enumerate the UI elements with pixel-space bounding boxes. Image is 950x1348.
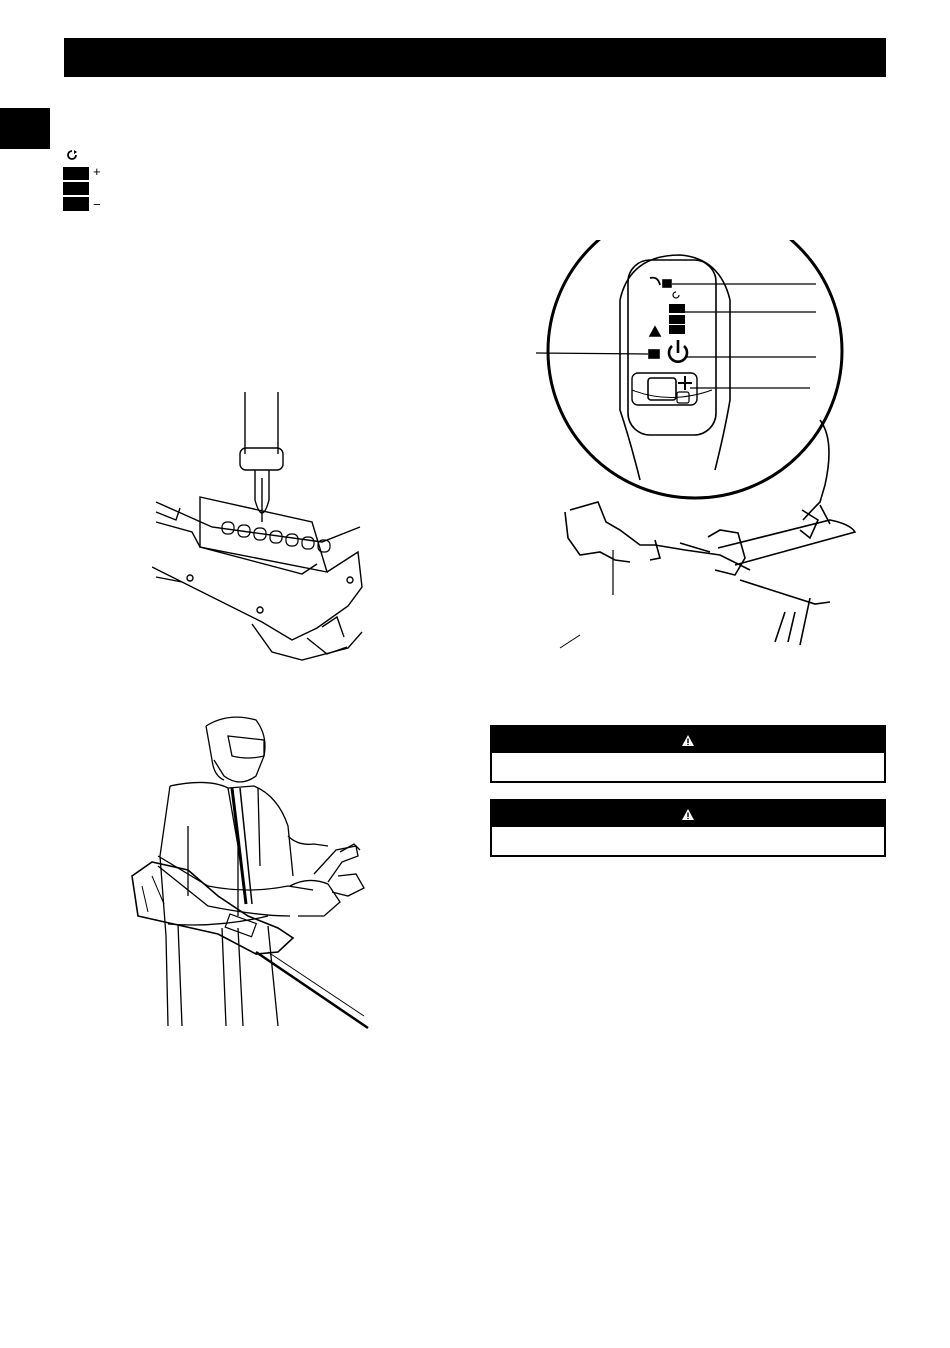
warning-header [492,727,884,753]
operator-illustration [128,716,372,1030]
pause-icon [650,278,671,287]
battery-medium-icon [63,182,89,195]
warning-header [492,801,884,827]
warning-indicator-icon [650,327,660,336]
minus-symbol: − [93,197,101,212]
reset-icon [673,292,679,298]
language-tab [0,108,50,149]
battery-low-icon [63,197,89,211]
warning-text [492,827,884,855]
warning-triangle-icon [681,808,695,821]
power-icon [669,340,687,362]
warning-box-1 [490,725,886,783]
warning-text [492,753,884,781]
indicator-legend [62,146,122,216]
battery-high-icon [63,167,89,180]
warning-triangle-icon [681,734,695,747]
control-panel-illustration [520,240,870,650]
warning-box-2 [490,799,886,857]
battery-gauge-icon [669,304,685,334]
header-bar [64,38,886,77]
reset-icon [68,150,77,159]
strap-attach-illustration [152,392,368,664]
power-led-icon [649,350,659,358]
plus-symbol: + [93,164,101,179]
